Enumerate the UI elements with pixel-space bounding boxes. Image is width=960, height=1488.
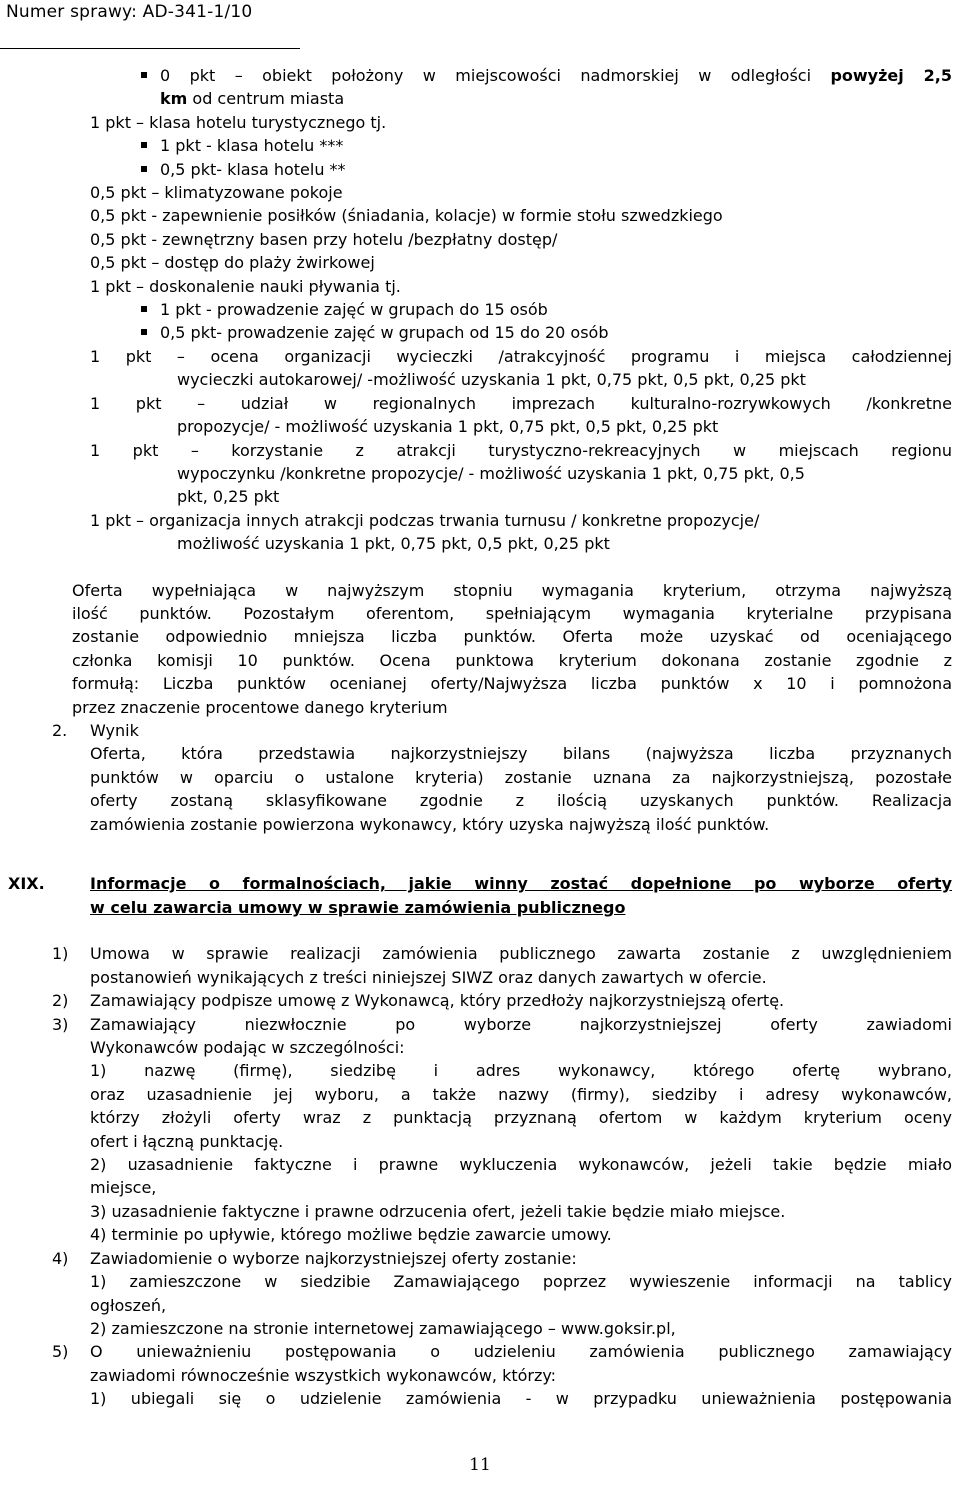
text-line: Oferta, która przedstawia najkorzystniejszy bilans (najwyższa liczba przyznanych (90, 744, 952, 764)
bullet-icon (141, 72, 147, 78)
case-number-header: Numer sprawy: AD-341-1/10 (6, 2, 253, 22)
list-item (52, 1340, 952, 1363)
result-paragraph (0, 742, 960, 836)
text-line: km od centrum miasta (160, 89, 345, 109)
bullet-icon (141, 329, 147, 335)
text-line: 1) nazwę (firmę), siedzibę i adres wykonawcy, którego ofertę wybrano, (90, 1061, 952, 1081)
text-line: ogłoszeń, (90, 1295, 167, 1315)
item-number: 5) (52, 1342, 69, 1362)
list-item (0, 64, 960, 87)
result-title: Wynik (90, 720, 139, 740)
text-line: Zamawiający niezwłocznie po wyborze najkorzystniejszej oferty zawiadomi (90, 1014, 952, 1034)
text-line: wypoczynku /konkretne propozycje/ - możliwość uzyskania 1 pkt, 0,75 pkt, 0,5 (177, 463, 805, 483)
text-line: członka komisji 10 punktów. Ocena punktowa kryterium dokonana zostanie zgodnie z (72, 650, 952, 670)
text-line: oraz uzasadnienie jej wyboru, a także nazwy (firmy), siedziby i adresy wykonawców, (90, 1084, 952, 1104)
result-heading (0, 719, 960, 742)
page-number: 11 (469, 1455, 491, 1475)
list-item (52, 1013, 952, 1036)
text-line: zawiadomi równocześnie wszystkich wykonawców, którzy: (90, 1365, 557, 1385)
text-line: punktów w oparciu o ustalone kryteria) zostanie uznana za najkorzystniejszą, pozostałe (90, 767, 952, 787)
numbered-list (0, 942, 960, 1410)
text-line: 1 pkt – organizacja innych atrakcji podczas trwania turnusu / konkretne propozycje/ (90, 510, 760, 530)
text-line: wycieczki autokarowej/ -możliwość uzyskania 1 pkt, 0,75 pkt, 0,5 pkt, 0,25 pkt (177, 370, 806, 390)
text-line: możliwość uzyskania 1 pkt, 0,75 pkt, 0,5 pkt, 0,25 pkt (177, 534, 610, 554)
text-line: 1 pkt – ocena organizacji wycieczki /atrakcyjność programu i miejsca całodziennej (90, 346, 952, 366)
bullet-icon (141, 166, 147, 172)
text-line: Zamawiający podpisze umowę z Wykonawcą, który przedłoży najkorzystniejszą ofertę. (90, 991, 785, 1011)
section-title-continued: w celu zawarcia umowy w sprawie zamówienia publicznego (90, 898, 626, 917)
text-line: 1 pkt – klasa hotelu turystycznego tj. (90, 112, 387, 132)
text-line: przez znaczenie procentowe danego kryterium (72, 697, 448, 717)
evaluation-paragraph (0, 579, 960, 719)
list-item: 1 pkt - klasa hotelu *** (0, 134, 960, 157)
spacer (0, 556, 960, 579)
text-line: 0 pkt – obiekt położony w miejscowości nadmorskiej w odległości powyżej 2,5 (160, 66, 953, 85)
text-line: 0,5 pkt – klimatyzowane pokoje (90, 183, 343, 203)
text-line: Wykonawców podając w szczególności: (90, 1038, 405, 1058)
text-line: którzy złożyli oferty wraz z punktacją przyznaną ofertom w każdym kryterium oceny (90, 1108, 952, 1128)
text-line: zostanie odpowiednio mniejsza liczba punktów. Oferta może uzyskać od oceniającego (72, 627, 952, 647)
header-rule (0, 48, 300, 49)
text-line: 3) uzasadnienie faktyczne i prawne odrzucenia ofert, jeżeli takie będzie miało miejsce. (90, 1201, 786, 1221)
text-line: ilość punktów. Pozostałym oferentom, spełniającym wymagania kryterialne przypisana (72, 603, 952, 623)
text-line: 0,5 pkt - zewnętrzny basen przy hotelu /bezpłatny dostęp/ (90, 229, 558, 249)
list-item (52, 1247, 952, 1270)
section-title: Informacje o formalnościach, jakie winny zostać dopełnione po wyborze oferty (90, 874, 952, 893)
text-line: zamówienia zostanie powierzona wykonawcy, który uzyska najwyższą ilość punktów. (90, 814, 770, 834)
text-line: 1 pkt – korzystanie z atrakcji turystyczno-rekreacyjnych w miejscach regionu (90, 440, 952, 460)
item-number: 3) (52, 1014, 69, 1034)
text-line: postanowień wynikających z treści niniejszej SIWZ oraz danych zawartych w ofercie. (90, 967, 767, 987)
list-item: 1 pkt - prowadzenie zajęć w grupach do 15 osób (0, 298, 960, 321)
text-line: pkt, 0,25 pkt (177, 487, 280, 507)
text-line: miejsce, (90, 1178, 157, 1198)
item-number: 1) (52, 944, 69, 964)
text-line: 1) ubiegali się o udzielenie zamówienia - w przypadku unieważnienia postępowania (90, 1389, 952, 1409)
item-number: 2) (52, 991, 69, 1011)
spacer (0, 836, 960, 872)
text-line: ofert i łączną punktację. (90, 1131, 284, 1151)
text-line: 2) zamieszczone na stronie internetowej zamawiającego – www.goksir.pl, (90, 1318, 676, 1338)
text-line: 1 pkt – udział w regionalnych imprezach kulturalno-rozrywkowych /konkretne (90, 393, 952, 413)
text-line: oferty zostaną sklasyfikowane zgodnie z ilością uzyskanych punktów. Realizacja (90, 791, 952, 811)
section-heading (0, 872, 960, 896)
text-line: Zawiadomienie o wyborze najkorzystniejszej oferty zostanie: (90, 1248, 577, 1268)
list-item (52, 989, 952, 1012)
text-line: 1) zamieszczone w siedzibie Zamawiającego poprzez wywieszenie informacji na tablicy (90, 1272, 952, 1292)
list-item (52, 942, 952, 965)
text-line: Umowa w sprawie realizacji zamówienia publicznego zawarta zostanie z uwzględnieniem (90, 944, 952, 964)
item-number: 4) (52, 1248, 69, 1268)
list-item: 0,5 pkt- klasa hotelu ** (0, 158, 960, 181)
text-line: 0,5 pkt – dostęp do plaży żwirkowej (90, 253, 375, 273)
text-line: propozycje/ - możliwość uzyskania 1 pkt, 0,75 pkt, 0,5 pkt, 0,25 pkt (177, 417, 719, 437)
bullet-icon (141, 142, 147, 148)
result-number: 2. (52, 720, 68, 740)
text-line: 1 pkt – doskonalenie nauki pływania tj. (90, 276, 401, 296)
document-body (0, 64, 960, 1411)
text-line: Oferta wypełniająca w najwyższym stopniu wymagania kryterium, otrzyma najwyższą (72, 580, 952, 600)
section-number: XIX. (8, 874, 45, 893)
bullet-icon (141, 306, 147, 312)
spacer (0, 919, 960, 942)
text-line: 2) uzasadnienie faktyczne i prawne wykluczenia wykonawców, jeżeli takie będzie miało (90, 1155, 952, 1175)
text-line: formułą: Liczba punktów ocenianej oferty/Najwyższa liczba punktów x 10 i pomnożona (72, 674, 952, 694)
text-line: 0,5 pkt - zapewnienie posiłków (śniadania, kolacje) w formie stołu szwedzkiego (90, 206, 723, 226)
text-line: O unieważnieniu postępowania o udzieleniu zamówienia publicznego zamawiający (90, 1342, 952, 1362)
text-line: 4) terminie po upływie, którego możliwe będzie zawarcie umowy. (90, 1225, 612, 1245)
list-item: 0,5 pkt- prowadzenie zajęć w grupach od 15 do 20 osób (0, 321, 960, 344)
